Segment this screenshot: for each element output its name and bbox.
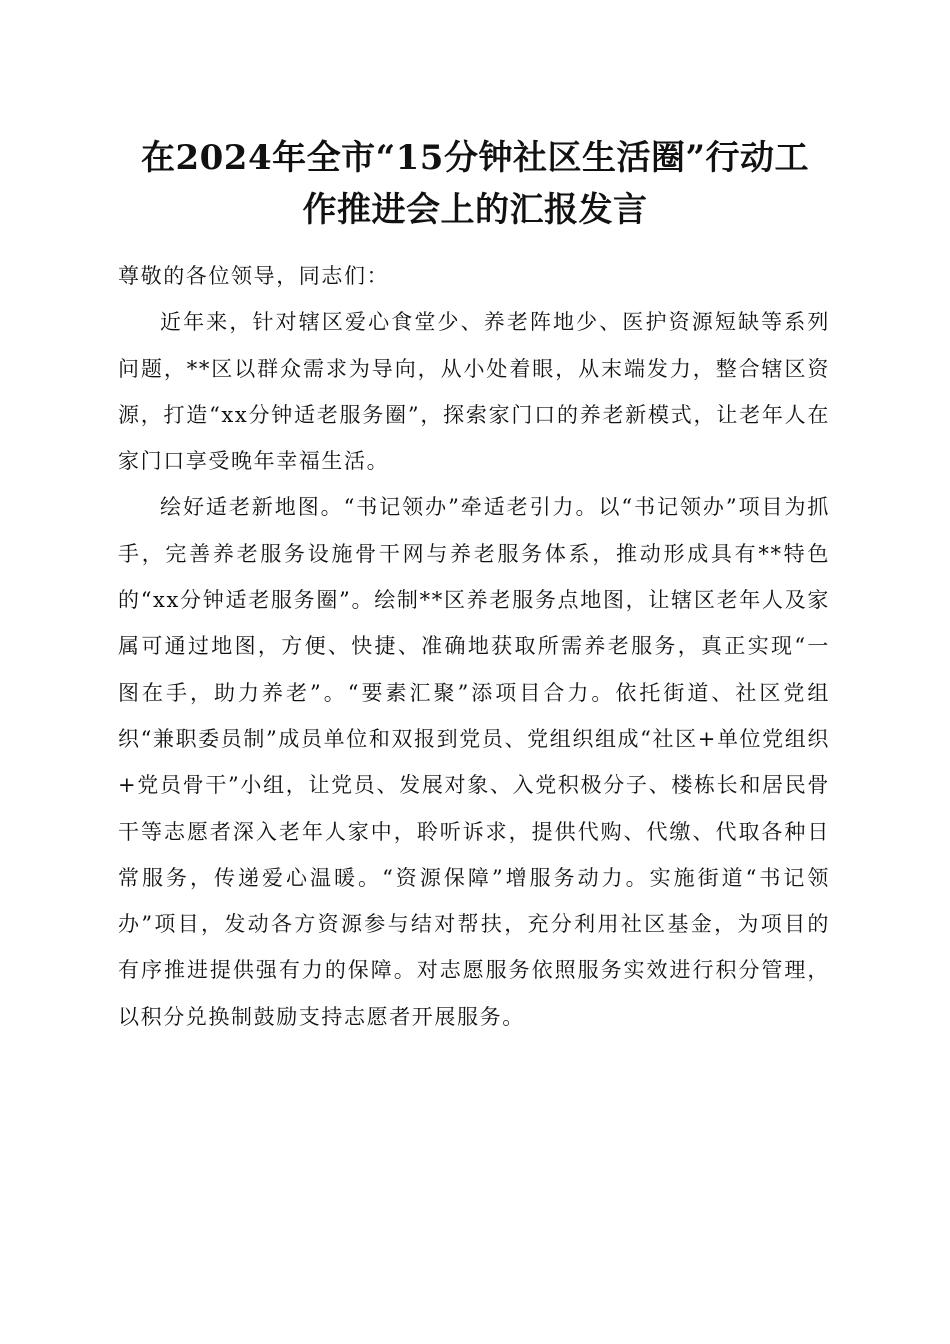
title-line-2: 作推进会上的汇报发言 (302, 190, 648, 230)
document-body (118, 253, 830, 1040)
document-title (110, 132, 840, 236)
paragraph-main: 绘好适老新地图。“书记领办”牵适老引力。以“书记领办”项目为抓手，完善养老服务设施骨干网与养老服务体系，推动形成具有**特色的“xx分钟适老服务圈”。绘制**区养老服务点地图，让辖区老年人及家属可通过地图，方便、快捷、准确地获取所需养老服务，真正实现“一图在手，助力养老”。“要素汇聚”添项目合力。依托街道、社区党组织“兼职委员制”成员单位和双报到党员、党组织组成“社区+单位党组织+党员骨干”小组，让党员、发展对象、入党积极分子、楼栋长和居民骨干等志愿者深入老年人家中，聆听诉求，提供代购、代缴、代取各种日常服务，传递爱心温暖。“资源保障”增服务动力。实施街道“书记领办”项目，发动各方资源参与结对帮扶，充分利用社区基金，为项目的有序推进提供强有力的保障。对志愿服务依照服务实效进行积分管理，以积分兑换制鼓励支持志愿者开展服务。 (118, 495, 830, 1029)
paragraph-intro: 近年来，针对辖区爱心食堂少、养老阵地少、医护资源短缺等系列问题，**区以群众需求为导向，从小处着眼，从末端发力，整合辖区资源，打造“xx分钟适老服务圈”，探索家门口的养老新模式，让老年人在家门口享受晚年幸福生活。 (118, 310, 830, 474)
salutation: 尊敬的各位领导，同志们： (118, 264, 390, 288)
title-line-1: 在2024年全市“15分钟社区生活圈”行动工 (140, 138, 810, 178)
